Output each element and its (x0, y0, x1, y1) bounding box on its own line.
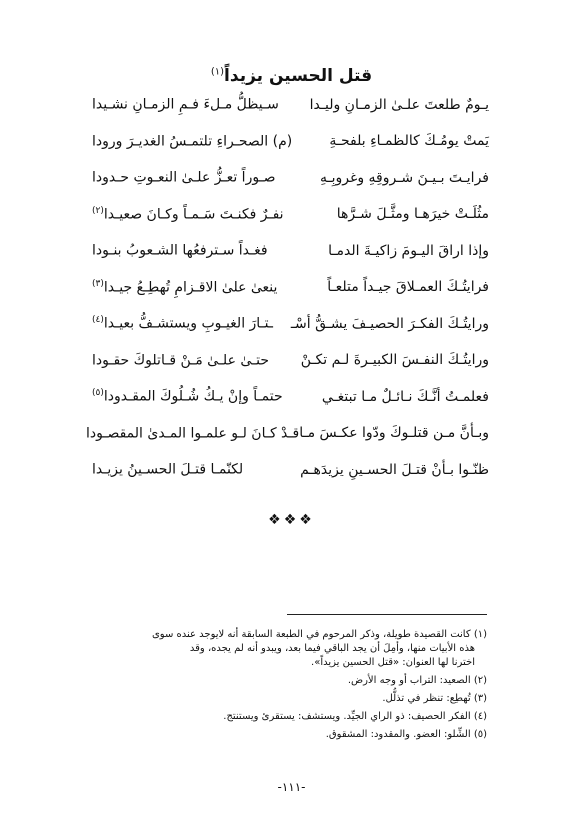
footnote-number: (٤) (473, 711, 487, 722)
verse-second-hemistich-text: نفـرٌ فكنـتَ سَـمـاً وكـانَ صعيـدا (103, 206, 284, 223)
footnote-number: (٥) (473, 729, 487, 740)
verse-second-hemistich (92, 279, 277, 296)
section-ornament: ❖❖❖ (268, 512, 315, 528)
footnote-text: الفكر الحصيف: ذو الراي الجيِّد. ويستشف: يستقرئ ويستنتج. (223, 711, 471, 722)
footnote-item (90, 692, 487, 706)
verse-first-hemistich: وإذا اراقَ اليـومَ زاكيـةَ الدمـا (328, 242, 489, 259)
verse-first-hemistich: وبـأنَّ مـن قتلـوكَ ودّوا عكـسَ مـا (299, 425, 489, 442)
verse-second-hemistich-text: فغـداً سـترفعُها الشـعوبُ بنـودا (92, 242, 268, 259)
footnotes (90, 628, 487, 746)
footnote-ref: (٤) (92, 315, 104, 325)
footnote-number: (٣) (473, 693, 487, 704)
verse-first-hemistich: فعلمـتُ أنَّـكَ نـائـلٌ مـا تبتغـي (321, 388, 489, 405)
verse-second-hemistich-text: حتـىٰ علـىٰ مَـنْ قـاتلوكَ حقـودا (92, 352, 270, 369)
verse (92, 279, 489, 316)
footnote-text: تُهطِع: تنظر في تذلُّل. (382, 693, 471, 704)
verse-second-hemistich (92, 133, 292, 150)
footnote-item (90, 728, 487, 742)
verse-second-hemistich (92, 169, 276, 186)
verse-second-hemistich-text: حتمـاً وإنْ يـكُ شُـلُوكَ المقـدودا (103, 388, 283, 405)
verse-first-hemistich: مثُلَـتْ خيرَهـا ومثَّـلَ شـرَّها (336, 206, 489, 223)
verse-second-hemistich-text: صـوراً تعـزُّ علـىٰ النعـوتِ حـدودا (92, 169, 276, 186)
verse-first-hemistich: ورايتُـكَ الفكـرَ الحصيـفَ يشـقُّ أسْـ (290, 315, 489, 332)
footnote-text: هذه الأبيات منها، وأمِلَ أن يجد الباقي فيما بعد، ويبدو أنه لم يجده، وقد (189, 643, 475, 654)
verse (92, 133, 489, 170)
verse-second-hemistich-text: سـيظلُّ مـلءَ فـمِ الزمـانِ نشـيدا (92, 96, 279, 113)
poem-title (0, 66, 583, 86)
footnote-item (90, 628, 487, 670)
verse-second-hemistich (92, 352, 269, 369)
verse-second-hemistich (92, 315, 273, 332)
verse (92, 461, 489, 498)
verse (92, 352, 489, 389)
verse-first-hemistich: يَمتْ يومُـكَ كالظمـاءِ بلفحـةِ (329, 133, 489, 150)
footnote-text: الصعيد: التراب أو وجه الأرض. (347, 675, 471, 686)
verse (92, 242, 489, 279)
footnote-ref: (٥) (92, 388, 104, 398)
poem-body (86, 96, 489, 498)
verse (92, 96, 489, 133)
verse (92, 169, 489, 206)
footnote-text: كانت القصيدة طويلة، وذكر المرحوم في الطبعة السابقة أنه لايوجد عنده سوى (151, 629, 471, 640)
footnote-number: (١) (473, 629, 487, 640)
verse-second-hemistich (92, 96, 279, 113)
footnote-text: اخترنا لها العنوان: «قتل الحسين يزيداً». (311, 657, 475, 668)
poem-title-footnote-ref: (١) (210, 66, 225, 78)
verse-second-hemistich-text: ينعىٰ علىٰ الاقـزامِ تُهطِـعُ جيـدا (103, 279, 278, 296)
verse-second-hemistich (92, 206, 284, 223)
verse-first-hemistich: ورايتُـكَ النفـسَ الكبيـرةَ لـم تكـنْ (300, 352, 489, 369)
footnote-item (90, 710, 487, 724)
verse-second-hemistich (92, 242, 268, 259)
verse-second-hemistich (86, 425, 299, 442)
footnote-item (90, 674, 487, 688)
verse-first-hemistich: فرايتُـكَ العمـلاقَ جيـداً متلعـاً (327, 279, 489, 296)
verse-second-hemistich-text: ـتـارَ الغيـوبِ ويستشـفُّ بعيـدا (103, 315, 273, 332)
verse-second-hemistich-text: قـدْ كـانَ لـو علمـوا المـدىٰ المقصـودا (86, 425, 300, 442)
footnote-number: (٢) (473, 675, 487, 686)
verse (92, 388, 489, 425)
verse (92, 206, 489, 243)
verse-first-hemistich: فرايـتَ بـيـنَ شـروقِهِ وغروبِـهِ (320, 169, 489, 186)
verse-first-hemistich: يـومٌ طلعتَ علـىٰ الزمـانِ وليـدا (309, 96, 489, 113)
poem-title-text: قتل الحسين يزيداً (224, 66, 373, 86)
footnote-ref: (٢) (92, 205, 104, 216)
verse-second-hemistich-text: (م) الصحـراءِ تلتمـسُ الغديـرَ ورودا (92, 133, 293, 150)
footnote-divider (287, 614, 487, 615)
verse-second-hemistich-text: لكنّمـا قتـلَ الحسـينُ يزيـدا (92, 461, 244, 478)
verse (86, 425, 489, 462)
footnote-text: الشِّلو: العضو. والمقدود: المشقوق. (325, 729, 471, 740)
footnote-ref: (٣) (92, 278, 104, 289)
verse-first-hemistich: ظنّـوا بـأنْ قتـلَ الحسـينِ يزيدَهـم (300, 461, 489, 478)
verse (92, 315, 489, 352)
verse-second-hemistich (92, 388, 283, 405)
page-number: -١١١- (277, 780, 306, 794)
verse-second-hemistich (92, 461, 243, 478)
